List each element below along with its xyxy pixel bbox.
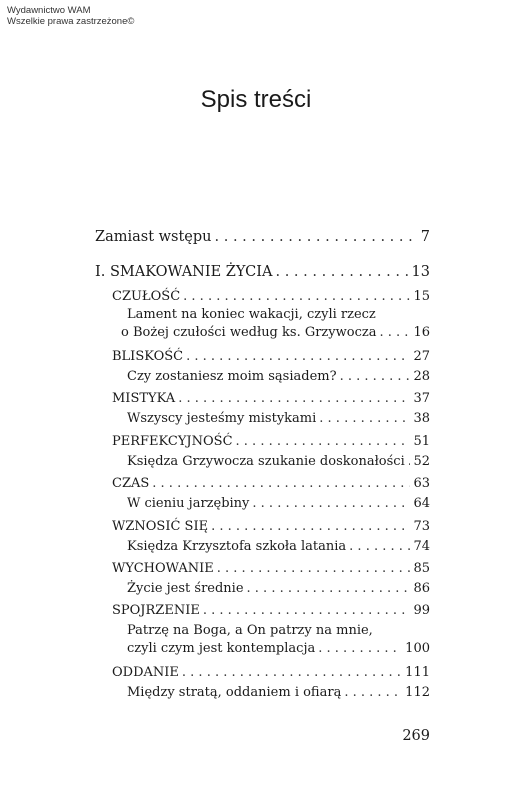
toc-entry-page: 111	[405, 665, 430, 680]
leader-dots	[379, 324, 410, 342]
watermark-line-1: Wydawnictwo WAM	[7, 5, 91, 16]
toc-entry-page: 28	[413, 369, 430, 384]
toc-entry-doskonalosc[interactable]	[127, 453, 430, 471]
leader-dots	[318, 640, 402, 658]
leader-dots	[182, 664, 402, 682]
toc-entry-page: 15	[413, 289, 430, 304]
toc-entry-page: 112	[405, 685, 430, 700]
toc-entry-bliskosc[interactable]	[112, 348, 430, 366]
toc-entry-label-line1: Patrzę na Boga, a On patrzy na mnie,	[127, 623, 373, 638]
leader-dots	[217, 560, 411, 578]
toc-entry-mistyka[interactable]	[112, 390, 430, 408]
page-title: Spis treści	[200, 86, 312, 113]
toc-entry-strata-ofiara[interactable]	[127, 684, 430, 702]
publisher-watermark	[7, 5, 134, 27]
toc-entry-kontemplacja[interactable]	[127, 640, 430, 658]
toc-entry-page: 99	[413, 603, 430, 618]
toc-entry-label: Między stratą, oddaniem i ofiarą	[127, 685, 342, 700]
toc-entry-page: 51	[413, 434, 430, 449]
leader-dots	[408, 453, 411, 471]
toc-entry-page: 85	[413, 561, 430, 576]
toc-entry-spojrzenie[interactable]	[112, 602, 430, 620]
toc-entry-label: CZUŁOŚĆ	[112, 289, 181, 304]
toc-entry-jarzebina[interactable]	[127, 495, 430, 513]
toc-entry-page: 13	[411, 264, 430, 280]
leader-dots	[319, 410, 410, 428]
toc-entry-sasiad[interactable]	[127, 368, 430, 386]
toc-entry-label: SPOJRZENIE	[112, 603, 200, 618]
toc-entry-page: 16	[413, 325, 430, 340]
toc-entry-wznosic-sie[interactable]	[112, 518, 430, 536]
toc-entry-label: PERFEKCYJNOŚĆ	[112, 434, 233, 449]
toc-entry-szkola-latania[interactable]	[127, 538, 430, 556]
toc-entry-perfekcyjnosc[interactable]	[112, 433, 430, 451]
toc-entry-oddanie[interactable]	[112, 664, 430, 682]
toc-entry-czulosc[interactable]	[112, 288, 430, 306]
toc-entry-label: ODDANIE	[112, 665, 179, 680]
toc-entry-label: Życie jest średnie	[127, 581, 244, 596]
toc-entry-label: MISTYKA	[112, 391, 176, 406]
leader-dots	[340, 368, 411, 386]
toc-entry-page: 64	[413, 496, 430, 511]
leader-dots	[252, 495, 410, 513]
toc-entry-page: 86	[413, 581, 430, 596]
leader-dots	[178, 390, 410, 408]
toc-entry-page: 73	[413, 519, 430, 534]
toc-entry-page: 52	[413, 454, 430, 469]
leader-dots	[183, 288, 410, 306]
toc-entry-page: 27	[413, 349, 430, 364]
toc-entry-intro[interactable]	[95, 228, 430, 246]
toc-entry-lament[interactable]	[121, 324, 430, 342]
toc-entry-label: Księdza Krzysztofa szkoła latania	[127, 539, 347, 554]
toc-entry-page: 100	[405, 641, 430, 656]
leader-dots	[344, 684, 402, 702]
toc-entry-part-1[interactable]	[95, 263, 430, 281]
toc-entry-page: 38	[413, 411, 430, 426]
leader-dots	[349, 538, 410, 556]
toc-entry-label: W cieniu jarzębiny	[127, 496, 250, 511]
toc-entry-label: czyli czym jest kontemplacja	[127, 641, 316, 656]
toc-entry-label: BLISKOŚĆ	[112, 349, 184, 364]
toc-entry-page: 74	[413, 539, 430, 554]
leader-dots	[211, 518, 410, 536]
toc-entry-label: WYCHOWANIE	[112, 561, 214, 576]
page-number: 269	[402, 728, 430, 744]
toc-entry-label: Zamiast wstępu	[95, 229, 212, 245]
leader-dots	[236, 433, 411, 451]
leader-dots	[247, 580, 411, 598]
toc-entry-wychowanie[interactable]	[112, 560, 430, 578]
toc-entry-label-line1: Lament na koniec wakacji, czyli rzecz	[127, 307, 376, 322]
toc-entry-czas[interactable]	[112, 475, 430, 493]
toc-entry-label: I. SMAKOWANIE ŻYCIA	[95, 264, 273, 280]
toc-entry-label: Księdza Grzywocza szukanie doskonałości	[127, 454, 405, 469]
toc-entry-zycie-srednie[interactable]	[127, 580, 430, 598]
leader-dots	[186, 348, 410, 366]
toc-entry-label: o Bożej czułości według ks. Grzywocza	[121, 325, 377, 340]
toc-entry-page: 7	[420, 229, 430, 245]
toc-entry-page: 37	[413, 391, 430, 406]
toc-entry-label: Wszyscy jesteśmy mistykami	[127, 411, 317, 426]
leader-dots	[215, 228, 418, 246]
leader-dots	[203, 602, 411, 620]
toc-entry-mistykami[interactable]	[127, 410, 430, 428]
toc-entry-label: WZNOSIĆ SIĘ	[112, 519, 209, 534]
watermark-line-2: Wszelkie prawa zastrzeżone©	[7, 16, 135, 27]
toc-entry-label: Czy zostaniesz moim sąsiadem?	[127, 369, 337, 384]
leader-dots	[275, 263, 408, 281]
leader-dots	[152, 475, 410, 493]
toc-entry-page: 63	[413, 476, 430, 491]
toc-entry-label: CZAS	[112, 476, 150, 491]
